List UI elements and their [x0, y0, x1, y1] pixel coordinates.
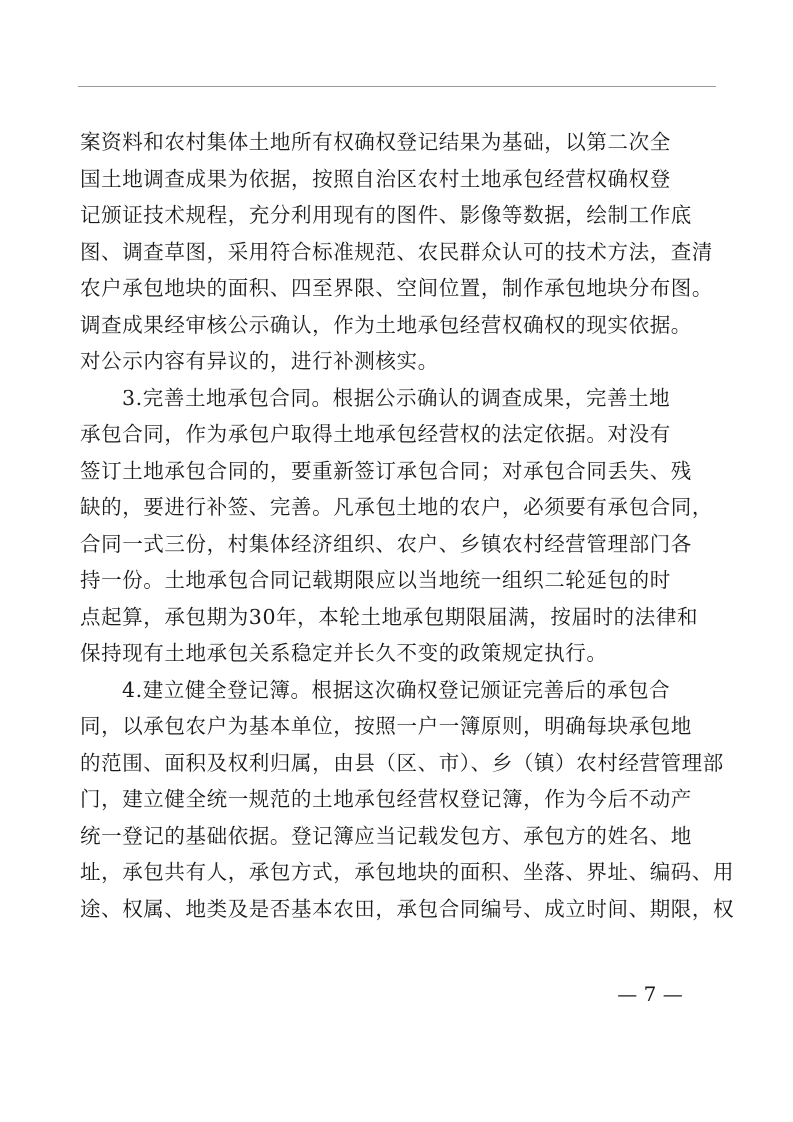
text-line: 调查成果经审核公示确认，作为土地承包经营权确权的现实依据。 [80, 312, 692, 337]
document-body [80, 124, 735, 927]
text-line: 途、权属、地类及是否基本农田，承包合同编号、成立时间、期限，权 [80, 896, 735, 921]
text-line: 对公示内容有异议的，进行补测核实。 [80, 349, 439, 373]
paragraph [80, 380, 720, 672]
text-line: 缺的，要进行补签、完善。凡承包土地的农户，必须要有承包合同， [80, 495, 713, 519]
text-line: 案资料和农村集体土地所有权确权登记结果为基础，以第二次全 [80, 130, 671, 154]
text-line: 签订土地承包合同的，要重新签订承包合同；对承包合同丢失、残 [80, 458, 692, 483]
page-number: — 7 — [617, 982, 683, 1006]
text-line: 点起算，承包期为30年，本轮土地承包期限届满，按届时的法律和 [80, 604, 699, 629]
paragraph [80, 124, 720, 380]
text-line: 的范围、面积及权利归属，由县（区、市）、乡（镇）农村经营管理部 [80, 750, 724, 775]
text-line: 承包合同，作为承包户取得土地承包经营权的法定依据。对没有 [80, 422, 671, 446]
text-line: 4.建立健全登记簿。根据这次确权登记颁证完善后的承包合 [122, 677, 671, 702]
text-line: 门，建立健全统一规范的土地承包经营权登记簿，作为今后不动产 [80, 787, 692, 811]
text-line: 址，承包共有人，承包方式，承包地块的面积、坐落、界址、编码、用 [80, 860, 735, 884]
text-line: 持一份。土地承包合同记载期限应以当地统一组织二轮延包的时 [80, 568, 671, 592]
text-line: 合同一式三份，村集体经济组织、农户、乡镇农村经营管理部门各 [80, 531, 692, 556]
paragraph [80, 672, 735, 928]
text-line: 记颁证技术规程，充分利用现有的图件、影像等数据，绘制工作底 [80, 203, 692, 227]
text-line: 保持现有土地承包关系稳定并长久不变的政策规定执行。 [80, 641, 608, 665]
text-line: 3.完善土地承包合同。根据公示确认的调查成果，完善土地 [122, 385, 671, 410]
text-line: 统一登记的基础依据。登记簿应当记载发包方、承包方的姓名、地 [80, 823, 692, 848]
text-line: 国土地调查成果为依据，按照自治区农村土地承包经营权确权登 [80, 166, 671, 191]
text-line: 同，以承包农户为基本单位，按照一户一簿原则，明确每块承包地 [80, 714, 692, 738]
header-rule [78, 86, 716, 87]
text-line: 农户承包地块的面积、四至界限、空间位置，制作承包地块分布图。 [80, 276, 713, 300]
text-line: 图、调查草图，采用符合标准规范、农民群众认可的技术方法，查清 [80, 239, 713, 264]
